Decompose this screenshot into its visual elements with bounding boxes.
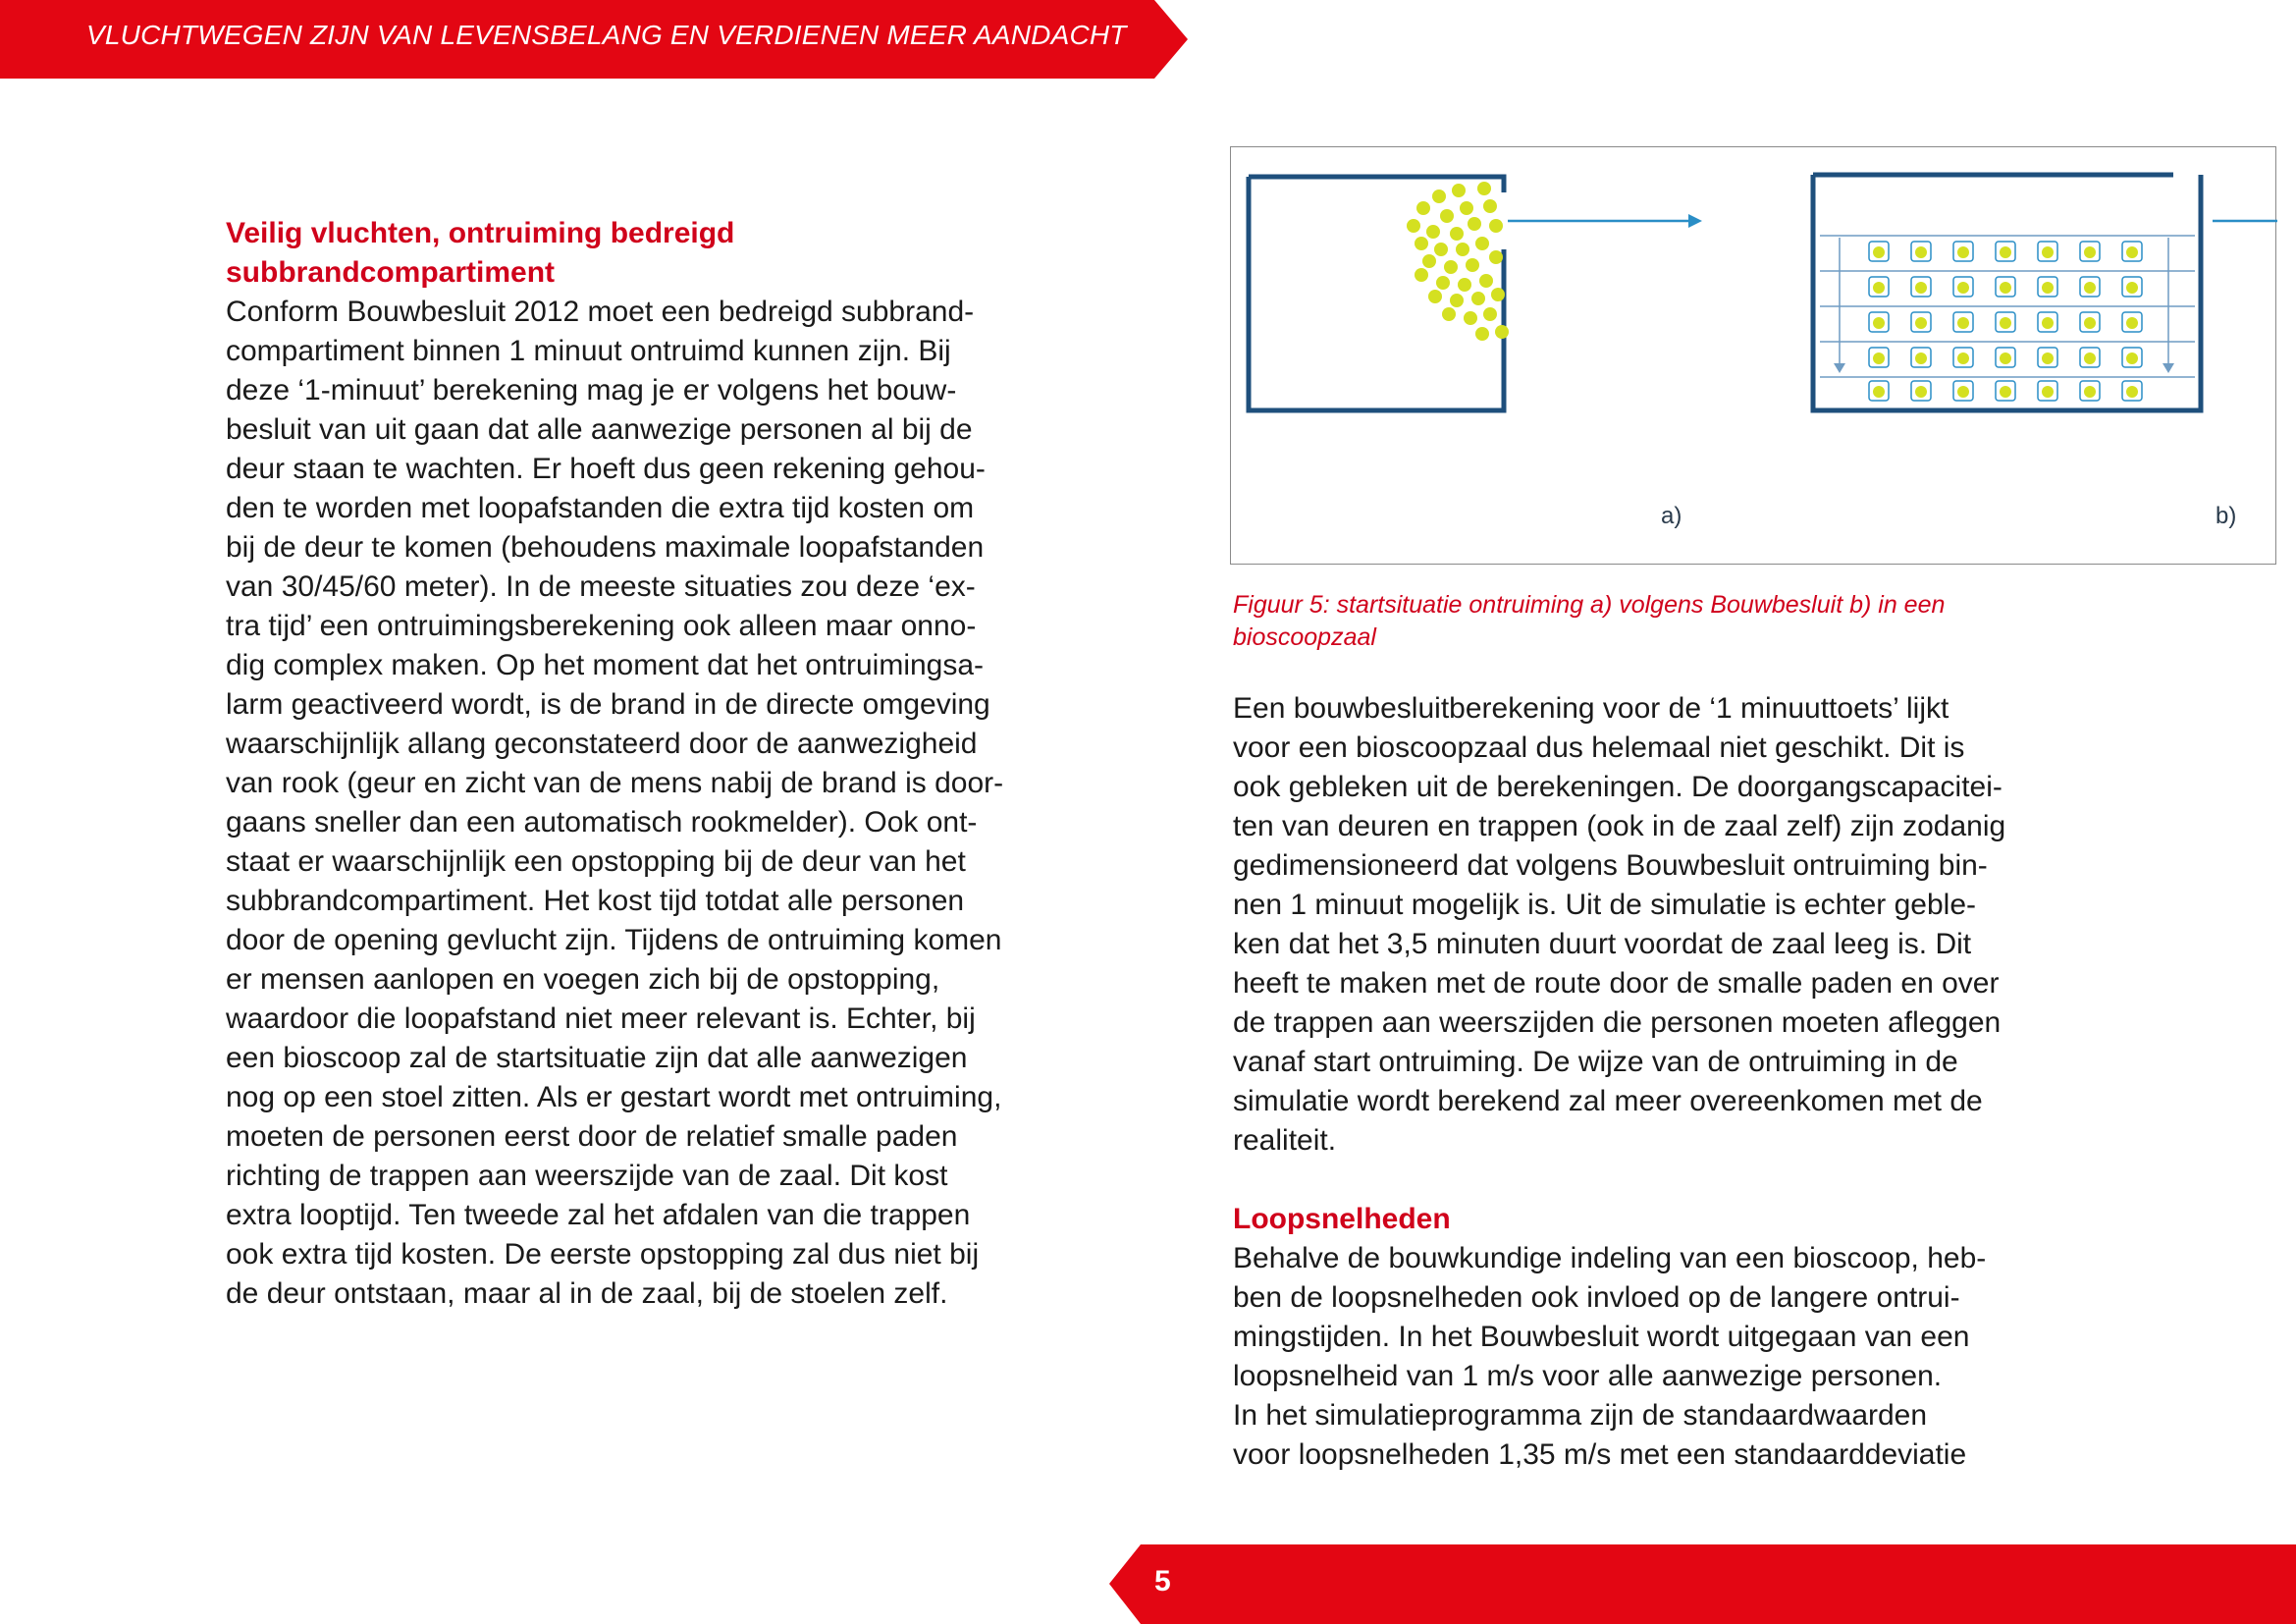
seated-person <box>1915 282 1927 294</box>
heading-line: subbrandcompartiment <box>226 256 556 289</box>
seated-person <box>2000 386 2011 398</box>
text-line: tra tijd’ een ontruimingsberekening ook alleen maar onno- <box>226 610 977 642</box>
person-dot <box>1489 250 1503 264</box>
text-line: ben de loopsnelheden ook invloed op de langere ontrui- <box>1233 1281 1960 1314</box>
seated-person <box>2084 282 2096 294</box>
person-dot <box>1422 254 1436 268</box>
seated-person <box>1957 246 1969 258</box>
text-line: larm geactiveerd wordt, is de brand in de directe omgeving <box>226 688 990 721</box>
seated-person <box>1957 282 1969 294</box>
room-a-top-wall <box>1249 177 1504 192</box>
person-dot <box>1415 237 1428 250</box>
paragraph-gap <box>1233 1161 2087 1200</box>
text-line: nog op een stoel zitten. Als er gestart wordt met ontruiming, <box>226 1081 1002 1113</box>
seated-person <box>1915 317 1927 329</box>
text-line: een bioscoop zal de startsituatie zijn dat alle aanwezigen <box>226 1042 968 1074</box>
footer-banner <box>1109 1544 2296 1624</box>
text-line: gaans sneller dan een automatisch rookmelder). Ook ont- <box>226 806 978 839</box>
text-line: voor loopsnelheden 1,35 m/s met een standaarddeviatie <box>1233 1438 1967 1471</box>
person-dot <box>1426 225 1440 239</box>
person-dot <box>1440 209 1454 223</box>
seated-person <box>2000 282 2011 294</box>
text-line: Conform Bouwbesluit 2012 moet een bedreigd subbrand- <box>226 296 975 328</box>
seated-person <box>2126 386 2138 398</box>
person-dot <box>1471 292 1485 305</box>
seated-person <box>1915 246 1927 258</box>
text-line: In het simulatieprogramma zijn de standaardwaarden <box>1233 1399 1928 1432</box>
text-line: ook gebleken uit de berekeningen. De doorgangscapacitei- <box>1233 771 2002 803</box>
text-line: ten van deuren en trappen (ook in de zaal zelf) zijn zodanig <box>1233 810 2006 842</box>
text-line: dig complex maken. Op het moment dat het ontruimingsa- <box>226 649 985 681</box>
text-line: de trappen aan weerszijden die personen moeten afleggen <box>1233 1006 2002 1039</box>
person-dot <box>1477 182 1491 195</box>
text-line: van rook (geur en zicht van de mens nabij de brand is door- <box>226 767 1004 799</box>
text-line: subbrandcompartiment. Het kost tijd totdat alle personen <box>226 885 965 917</box>
seated-person <box>2126 282 2138 294</box>
figure-caption <box>1233 589 2215 654</box>
text-line: van 30/45/60 meter). In de meeste situaties zou deze ‘ex- <box>226 570 976 603</box>
text-line: de deur ontstaan, maar al in de zaal, bij de stoelen zelf. <box>226 1277 948 1310</box>
seated-person <box>2042 246 2054 258</box>
text-line: waardoor die loopafstand niet meer relevant is. Echter, bij <box>226 1002 976 1035</box>
text-line: besluit van uit gaan dat alle aanwezige personen al bij de <box>226 413 973 446</box>
person-dot <box>1475 237 1489 250</box>
exit-arrow-b <box>2213 214 2277 228</box>
person-dot <box>1432 189 1446 203</box>
person-dot <box>1489 219 1503 233</box>
seated-person <box>1873 386 1885 398</box>
running-header-title: VLUCHTWEGEN ZIJN VAN LEVENSBELANG EN VERDIENEN MEER AANDACHT <box>86 20 1127 50</box>
seated-person <box>2126 317 2138 329</box>
text-line: richting de trappen aan weerszijde van de zaal. Dit kost <box>226 1160 948 1192</box>
section-heading-loopsnelheden: Loopsnelheden <box>1233 1203 1451 1235</box>
person-dot <box>1415 268 1428 282</box>
person-dot <box>1442 307 1456 321</box>
seated-person <box>2000 246 2011 258</box>
text-line: deur staan te wachten. Er hoeft dus geen rekening gehou- <box>226 453 986 485</box>
label-b: b) <box>2216 503 2237 529</box>
seated-person <box>2084 317 2096 329</box>
seated-person <box>2126 352 2138 364</box>
seated-person <box>1957 317 1969 329</box>
text-line: realiteit. <box>1233 1124 1337 1157</box>
person-dot <box>1491 288 1505 301</box>
aisle-arrow-right <box>2163 363 2174 373</box>
text-line: loopsnelheid van 1 m/s voor alle aanwezige personen. <box>1233 1360 1943 1392</box>
seated-person <box>2042 386 2054 398</box>
seated-person <box>1873 317 1885 329</box>
text-line: moeten de personen eerst door de relatief smalle paden <box>226 1120 958 1153</box>
figure-5-evacuation-diagram <box>1230 146 2276 565</box>
person-dot <box>1434 243 1448 256</box>
person-dot <box>1452 184 1466 197</box>
person-dot <box>1468 217 1481 231</box>
text-line: bij de deur te komen (behoudens maximale loopafstanden <box>226 531 985 564</box>
person-dot <box>1416 201 1430 215</box>
seated-person <box>2084 352 2096 364</box>
left-column <box>226 214 1080 1314</box>
text-line: heeft te maken met de route door de smalle paden en over <box>1233 967 2000 1000</box>
seated-person <box>1873 282 1885 294</box>
seated-person <box>2126 246 2138 258</box>
seated-person <box>2000 352 2011 364</box>
text-line: ken dat het 3,5 minuten duurt voordat de zaal leeg is. Dit <box>1233 928 1972 960</box>
person-dot <box>1450 227 1464 241</box>
person-dot <box>1464 311 1477 325</box>
seated-person <box>2084 246 2096 258</box>
text-line: compartiment binnen 1 minuut ontruimd kunnen zijn. Bij <box>226 335 951 367</box>
text-line: nen 1 minuut mogelijk is. Uit de simulatie is echter geble- <box>1233 889 1977 921</box>
seated-person <box>2000 317 2011 329</box>
body-paragraph <box>226 293 1080 1314</box>
person-dot <box>1428 290 1442 303</box>
seated-person <box>2042 352 2054 364</box>
person-dot <box>1495 325 1509 339</box>
right-column <box>1233 689 2087 1475</box>
aisle-arrow-left <box>1834 363 1845 373</box>
text-line: gedimensioneerd dat volgens Bouwbesluit ontruiming bin- <box>1233 849 1988 882</box>
section-heading-veilig-vluchten <box>226 214 1080 293</box>
caption-line: bioscoopzaal <box>1233 623 1376 651</box>
person-dot <box>1450 294 1464 307</box>
person-dot <box>1407 219 1420 233</box>
seated-person <box>1873 246 1885 258</box>
seated-person <box>2042 282 2054 294</box>
person-dot <box>1458 278 1471 292</box>
exit-arrow-a <box>1508 214 1702 228</box>
person-dot <box>1483 307 1497 321</box>
text-line: extra looptijd. Ten tweede zal het afdalen van die trappen <box>226 1199 971 1231</box>
person-dot <box>1483 199 1497 213</box>
text-line: simulatie wordt berekend zal meer overeenkomen met de <box>1233 1085 1983 1117</box>
seated-person <box>1915 386 1927 398</box>
seated-person <box>2084 386 2096 398</box>
text-line: ook extra tijd kosten. De eerste opstopping zal dus niet bij <box>226 1238 980 1271</box>
person-dot <box>1479 274 1493 288</box>
text-line: vanaf start ontruiming. De wijze van de ontruiming in de <box>1233 1046 1958 1078</box>
text-line: waarschijnlijk allang geconstateerd door de aanwezigheid <box>226 728 978 760</box>
text-line: Een bouwbesluitberekening voor de ‘1 minuuttoets’ lijkt <box>1233 692 1949 725</box>
text-line: deze ‘1-minuut’ berekening mag je er volgens het bouw- <box>226 374 957 406</box>
seated-person <box>1873 352 1885 364</box>
seated-person <box>1957 352 1969 364</box>
evacuation-diagram-svg <box>1231 147 2277 566</box>
body-paragraph <box>1233 1239 2087 1475</box>
person-dot <box>1456 243 1469 256</box>
seated-person <box>1957 386 1969 398</box>
caption-line: Figuur 5: startsituatie ontruiming a) volgens Bouwbesluit b) in een <box>1233 591 1946 619</box>
person-dot <box>1444 260 1458 274</box>
page-number: 5 <box>1154 1565 1171 1597</box>
heading-line: Veilig vluchten, ontruiming bedreigd <box>226 217 735 249</box>
person-dot <box>1436 276 1450 290</box>
text-line: mingstijden. In het Bouwbesluit wordt uitgegaan van een <box>1233 1321 1970 1353</box>
text-line: staat er waarschijnlijk een opstopping bij de deur van het <box>226 845 966 878</box>
body-paragraph <box>1233 689 2087 1161</box>
text-line: er mensen aanlopen en voegen zich bij de opstopping, <box>226 963 940 996</box>
seated-person <box>2042 317 2054 329</box>
text-line: Behalve de bouwkundige indeling van een bioscoop, heb- <box>1233 1242 1987 1274</box>
text-line: voor een bioscoopzaal dus helemaal niet geschikt. Dit is <box>1233 731 1965 764</box>
crowd-at-door <box>1407 182 1509 341</box>
text-line: den te worden met loopafstanden die extra tijd kosten om <box>226 492 975 524</box>
label-a: a) <box>1661 503 1682 529</box>
person-dot <box>1466 258 1479 272</box>
text-line: door de opening gevlucht zijn. Tijdens de ontruiming komen <box>226 924 1002 956</box>
seated-person <box>1915 352 1927 364</box>
person-dot <box>1460 201 1473 215</box>
person-dot <box>1475 327 1489 341</box>
